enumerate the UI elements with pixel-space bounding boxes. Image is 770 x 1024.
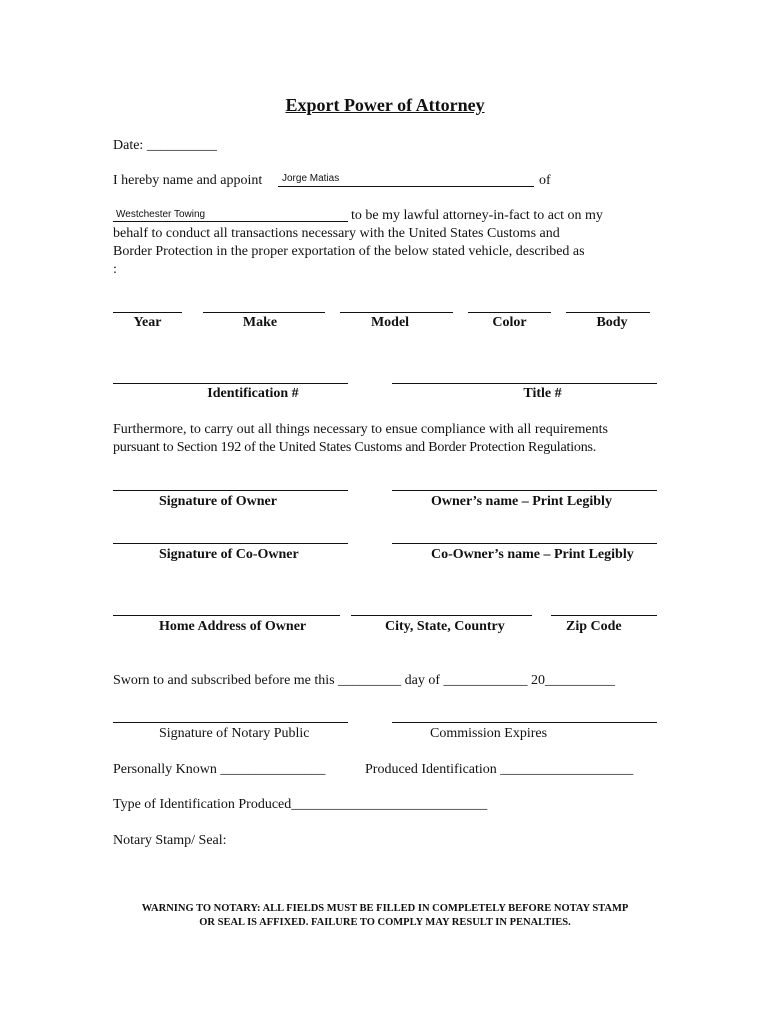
owner-signature-line[interactable] [113,490,348,491]
furthermore-line2: pursuant to Section 192 of the United States Customs and Border Protection Regulations. [113,440,597,455]
appoint-prefix: I hereby name and appoint [113,173,263,188]
make-label: Make [242,315,278,330]
year-label: Year [133,315,162,330]
color-label: Color [492,315,527,330]
sworn-statement[interactable]: Sworn to and subscribed before me this _________ day of ____________ 20__________ [113,673,615,688]
owner-name-label: Owner’s name – Print Legibly [431,494,612,509]
personally-known-field[interactable]: Personally Known _______________ [113,762,326,777]
attorney-location-line [113,221,348,222]
home-address-label: Home Address of Owner [159,619,307,634]
year-line[interactable] [113,312,182,313]
appoint-text-line3: Border Protection in the proper exportation of the below stated vehicle, described as [113,244,585,259]
coowner-signature-label: Signature of Co-Owner [159,547,299,562]
appoint-text-line4: : [113,262,117,277]
title-number-line[interactable] [392,383,657,384]
title-number-label: Title # [523,386,562,401]
commission-expires-label: Commission Expires [430,726,548,741]
attorney-location-value[interactable]: Westchester Towing [116,209,206,220]
coowner-name-label: Co-Owner’s name – Print Legibly [431,547,634,562]
notary-warning-line2: OR SEAL IS AFFIXED. FAILURE TO COMPLY MAY RESULT IN PENALTIES. [199,917,571,928]
owner-signature-label: Signature of Owner [159,494,277,509]
produced-identification-field[interactable]: Produced Identification ___________________ [365,762,634,777]
color-line[interactable] [468,312,551,313]
model-line[interactable] [340,312,453,313]
attorney-name-value[interactable]: Jorge Matias [282,173,340,184]
coowner-signature-line[interactable] [113,543,348,544]
notary-stamp-label: Notary Stamp/ Seal: [113,833,227,848]
city-state-country-label: City, State, Country [385,619,505,634]
zip-code-line[interactable] [551,615,657,616]
date-field[interactable]: Date: __________ [113,138,217,153]
notary-signature-label: Signature of Notary Public [159,726,310,741]
document-title: Export Power of Attorney [285,95,485,115]
city-state-country-line[interactable] [351,615,532,616]
zip-code-label: Zip Code [566,619,622,634]
furthermore-line1: Furthermore, to carry out all things necessary to ensue compliance with all requirements [113,422,608,437]
model-label: Model [370,315,410,330]
notary-warning [100,902,670,930]
body-line[interactable] [566,312,650,313]
notary-signature-line[interactable] [113,722,348,723]
body-label: Body [596,315,628,330]
appoint-text-line2: behalf to conduct all transactions necessary with the United States Customs and [113,226,560,241]
identification-label: Identification # [207,386,299,401]
home-address-line[interactable] [113,615,340,616]
attorney-name-line [278,186,534,187]
appoint-suffix: of [539,173,551,188]
identification-line[interactable] [113,383,348,384]
notary-warning-line1: WARNING TO NOTARY: ALL FIELDS MUST BE FILLED IN COMPLETELY BEFORE NOTAY STAMP [141,903,629,914]
make-line[interactable] [203,312,325,313]
commission-expires-line[interactable] [392,722,657,723]
owner-name-line[interactable] [392,490,657,491]
coowner-name-line[interactable] [392,543,657,544]
appoint-text-line1: to be my lawful attorney-in-fact to act on my [351,208,603,223]
type-of-identification-field[interactable]: Type of Identification Produced____________________________ [113,797,488,812]
